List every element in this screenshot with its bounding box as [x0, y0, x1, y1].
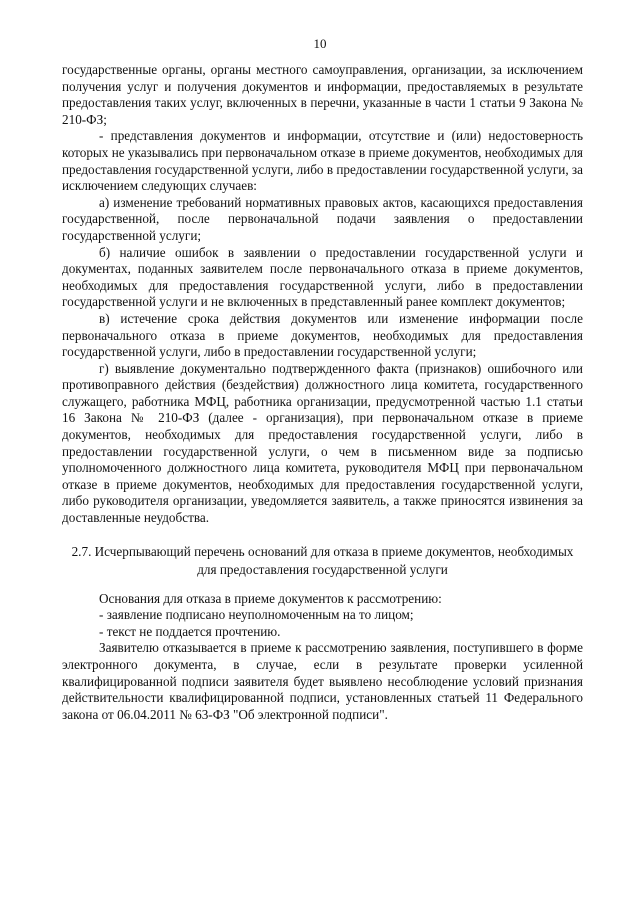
page-number: 10: [313, 36, 327, 51]
section-heading: 2.7. Исчерпывающий перечень оснований для отказа в приеме документов, необходимых для предоставления государственной услуги: [71, 543, 574, 577]
list-item: - текст не поддается прочтению.: [99, 623, 281, 639]
list-item: - заявление подписано неуполномоченным на то лицом;: [99, 607, 414, 623]
document-body: [62, 62, 583, 723]
paragraph-continuation: государственные органы, органы местного самоуправления, организации, за исключением получения услуг и получения документов и информации, предоставляемых в результате предоставления таких услуг, включенных в перечни, указанные в части 1 статьи 9 Закона № 210-ФЗ;: [62, 62, 583, 127]
paragraph-case-b: б) наличие ошибок в заявлении о предоставлении государственной услуги и документах, поданных заявителем после первоначального отказа в приеме документов, необходимых для предоставления государственной услуги, либо в предоставлении государственной услуги и не включенных в представленный ранее комплект документов;: [62, 244, 583, 310]
list-intro: Основания для отказа в приеме документов к рассмотрению:: [99, 590, 442, 606]
paragraph-case-g: г) выявление документально подтвержденного факта (признаков) ошибочного или противоправного действия (бездействия) должностного лица комитета, государственного служащего, работника МФЦ, работника организации, предусмотренной частью 1.1 статьи 16 Закона № 210-ФЗ (далее - организация), при первоначальном отказе в приеме документов, необходимых для предоставления государственной услуги, либо в предоставлении государственной услуги, о чем в письменном виде за подписью уполномоченного должностного лица комитета, руководителя МФЦ при первоначальном отказе в приеме документов, необходимых для предоставления государственной услуги, либо руководителя организации, уведомляется заявитель, а также приносятся извинения за доставленные неудобства.: [62, 360, 583, 526]
paragraph-final: Заявителю отказывается в приеме к рассмотрению заявления, поступившего в форме электронного документа, в случае, если в результате проверки усиленной квалифицированной подписи заявителя будет выявлено несоблюдение условий признания действительности квалифицированной подписи, установленных статьей 11 Федерального закона от 06.04.2011 № 63-ФЗ "Об электронной подписи".: [62, 640, 583, 722]
paragraph-case-v: в) истечение срока действия документов или изменение информации после первоначального отказа в приеме документов, необходимых для предоставления государственной услуги, либо в предоставлении государственной услуги;: [62, 310, 583, 360]
paragraph-case-a: а) изменение требований нормативных правовых актов, касающихся предоставления государственной, после первоначальной подачи заявления о предоставлении государственной услуги;: [62, 194, 583, 243]
paragraph-dash-item: - представления документов и информации, отсутствие и (или) недостоверность которых не указывались при первоначальном отказе в приеме документов, необходимых для предоставления государственной услуги, либо в предоставлении государственной услуги, за исключением следующих случаев:: [62, 128, 583, 194]
